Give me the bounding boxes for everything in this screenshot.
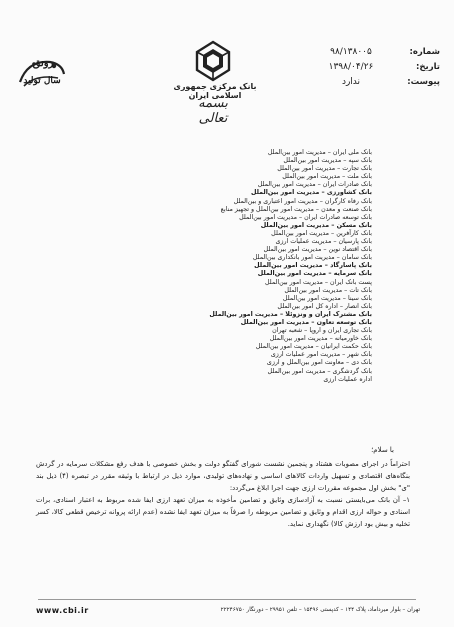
recipient-list [172,149,372,384]
recipient-item: بانک تات – مدیریت امور بین‌الملل [284,286,372,294]
recipient-item: بانک گردشگری – مدیریت امور بین‌الملل [267,367,372,375]
date-value: ۱۳۹۸/۰۴/۲۶ [328,61,374,72]
recipient-item: بانک مسکن – مدیریت امور بین‌الملل [260,221,372,229]
attachment-value: ندارد [341,76,361,87]
slogan-line-2: سال تولید [23,76,61,86]
recipient-item: بانک پاسارگاد – مدیریت امور بین‌الملل [254,262,372,270]
number-label: شماره: [409,46,440,57]
recipient-item: بانک صنعت و معدن – مدیریت امور بین‌الملل و تجهیز منابع [220,205,372,213]
recipient-item: بانک کشاورزی – مدیریت امور بین‌الملل [250,189,372,197]
recipient-item: بانک رفاه کارگران – مدیریت امور اعتباری و بین‌الملل [233,197,372,205]
letter-body [36,458,410,530]
recipient-item: اداره عملیات ارزی [323,375,372,383]
recipient-item: بانک صادرات ایران – مدیریت امور بین‌الملل [257,181,372,189]
meta-number-row [290,44,440,59]
recipient-item: بانک سرمایه – مدیریت امور بین‌الملل [257,270,372,278]
body-paragraph-1: احتراماً در اجرای مصوبات هشتاد و پنجمین نشست شورای گفتگو دولت و بخش خصوصی با هدف رفع مشکلات سرمایه در گردش بنگاه‌های اقتصادی و تسهیل واردات کالاهای اساسی و نهاده‌های تولیدی، موارد ذیل در ارتباط با وثیقه مقرر در تبصره (۴) ذیل بند "ی" بخش اول مجموعه مقررات ارزی جهت اجرا ابلاغ می‌گردد: [36,460,410,492]
recipient-item: بانک اقتصاد نوین – مدیریت امور بین‌الملل [263,246,372,254]
recipient-item: بانک مشترک ایران و ونزوئلا – مدیریت امور بین‌الملل [209,310,372,318]
bismillah-signature: بسمه تعالی [198,96,228,126]
recipient-item: بانک دی – معاونت امور بین‌الملل و ارزی [266,359,372,367]
body-paragraph-2: ۱– آن بانک می‌بایستی نسبت به آزادسازی وثایق و تضامین مأخوذه به میزان تعهد ارزی ایفا شده مربوط به اعتبار اسنادی، برات اسنادی و حواله ارزی اقدام و وثایق و تضامین مربوطه را صرفاً به میزان تعهد ایفا نشده (عدم ارائه پروانه ترخیص قطعی کالا، کسر تخلیه و بیش بود ارزش کالا) نگهداری نماید. [36,496,410,528]
greeting: با سلام؛ [371,446,394,454]
footer-address: تهران – بلوار میرداماد، پلاک ۱۴۴ – کدپستی ۱۵۴۹۶ – تلفن ۲۹۹۵۱ – دورنگار ۲۲۲۴۶۷۵۰ [220,607,420,613]
letter-footer [36,603,420,617]
recipient-item: بانک سینا – مدیریت امور بین‌الملل [282,294,372,302]
recipient-item: بانک ملی ایران – مدیریت امور بین‌الملل [267,149,372,156]
meta-attachment-row [290,74,440,89]
bank-name: بانک مرکزی جمهوری اسلامی ایران [173,82,257,100]
recipient-item: بانک شهر – مدیریت امور عملیات ارزی [270,351,372,359]
recipient-item: بانک تجاری ایران و اروپا – شعبه تهران [272,327,372,335]
number-value: ۹۸/۱۳۸۰۰۵ [330,46,372,57]
recipient-item: بانک سپه – مدیریت امور بین‌الملل [283,157,372,165]
brand-slogan-mark [14,52,70,96]
recipient-item: پست بانک ایران – مدیریت امور بین‌الملل [265,278,372,286]
recipient-item: بانک توسعه صادرات ایران – مدیریت امور بین‌الملل [239,213,372,221]
recipient-item: بانک حکمت ایرانیان – مدیریت امور بین‌الملل [255,343,372,351]
recipient-item: بانک توسعه تعاون – مدیریت امور بین‌الملل [240,318,372,326]
website-link[interactable]: www.cbi.ir [36,605,89,615]
recipient-item: بانک خاورمیانه – مدیریت امور بین‌الملل [269,335,372,343]
recipient-item: بانک ملت – مدیریت امور بین‌الملل [282,173,372,181]
meta-date-row [290,59,440,74]
recipient-item: بانک پارسیان – مدیریت عملیات ارزی [275,238,372,246]
recipient-item: بانک تجارت – مدیریت امور بین‌الملل [277,165,372,173]
central-bank-emblem-icon [178,40,248,82]
date-label: تاریخ: [416,61,440,72]
recipient-item: بانک سامان – مدیریت امور بانکداری بین‌الملل [252,254,372,262]
attachment-label: پیوست: [407,76,440,87]
recipient-item: بانک انصار – اداره کل امور بین‌الملل [277,302,372,310]
recipient-item: بانک کارآفرین – مدیریت امور بین‌الملل [271,229,372,237]
slogan-line-1: رونق [32,58,54,69]
letter-meta [290,44,440,89]
footer-divider [38,599,416,600]
